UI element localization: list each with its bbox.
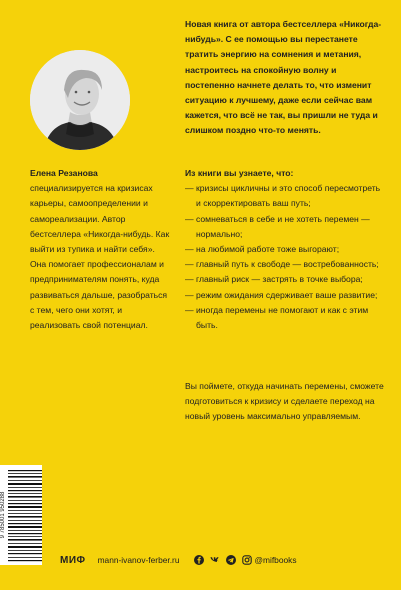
isbn-barcode (0, 465, 42, 565)
telegram-icon[interactable] (226, 555, 236, 565)
instagram-icon[interactable] (242, 555, 252, 565)
author-bio (30, 166, 172, 333)
social-links (194, 555, 252, 565)
learn-item: — главный риск — застрять в точке выбора; (185, 272, 385, 287)
learn-item: — режим ожидания сдерживает ваше развитие; (185, 288, 385, 303)
author-photo-image (30, 50, 130, 150)
learn-heading: Из книги вы узнаете, что: (185, 168, 294, 178)
author-name: Елена Резанова (30, 168, 98, 178)
book-intro: Новая книга от автора бестселлера «Никогда-нибудь». С ее помощью вы перестанете тратить энергию на сомнения и метания, настроитесь на спокойную волну и постепенно начнете делать то, что изменит ситуацию к лучшему, даже если сейчас вам кажется, что всё не так, вы пришли не туда и слишком поздно что-то менять. (185, 19, 382, 136)
vk-icon[interactable] (210, 555, 220, 565)
publisher-site-link[interactable]: mann-ivanov-ferber.ru (97, 555, 180, 565)
learn-list (185, 181, 385, 333)
author-photo (30, 50, 130, 150)
learn-item: — сомневаться в себе и не хотеть перемен — нормально; (185, 212, 385, 242)
barcode-number: 9 785001 950288 (0, 491, 6, 539)
social-handle[interactable]: @mifbooks (254, 555, 297, 565)
learn-section (185, 166, 385, 333)
facebook-icon[interactable] (194, 555, 204, 565)
learn-item: — на любимой работе тоже выгорают; (185, 242, 385, 257)
learn-item: — главный путь к свободе — востребованность; (185, 257, 385, 272)
learn-item: — кризисы цикличны и это способ пересмотреть и скорректировать ваш путь; (185, 181, 385, 211)
publisher-logo: МИФ (60, 554, 86, 566)
author-bio-text: специализируется на кризисах карьеры, самоопределении и самореализации. Автор бестселлера «Никогда-нибудь. Как выйти из тупика и найти себя». Она помогает профессионалам и предпринимателям понять, куда развиваться дальше, разобраться с тем, чего они хотят, и реализовать свой потенциал. (30, 183, 170, 331)
book-outro: Вы поймете, откуда начинать перемены, сможете подготовиться к кризису и сделаете переход на новый уровень максимально управляемым. (185, 381, 384, 422)
learn-item: — иногда перемены не помогают и как с этим быть. (185, 303, 385, 333)
footer (60, 553, 391, 567)
